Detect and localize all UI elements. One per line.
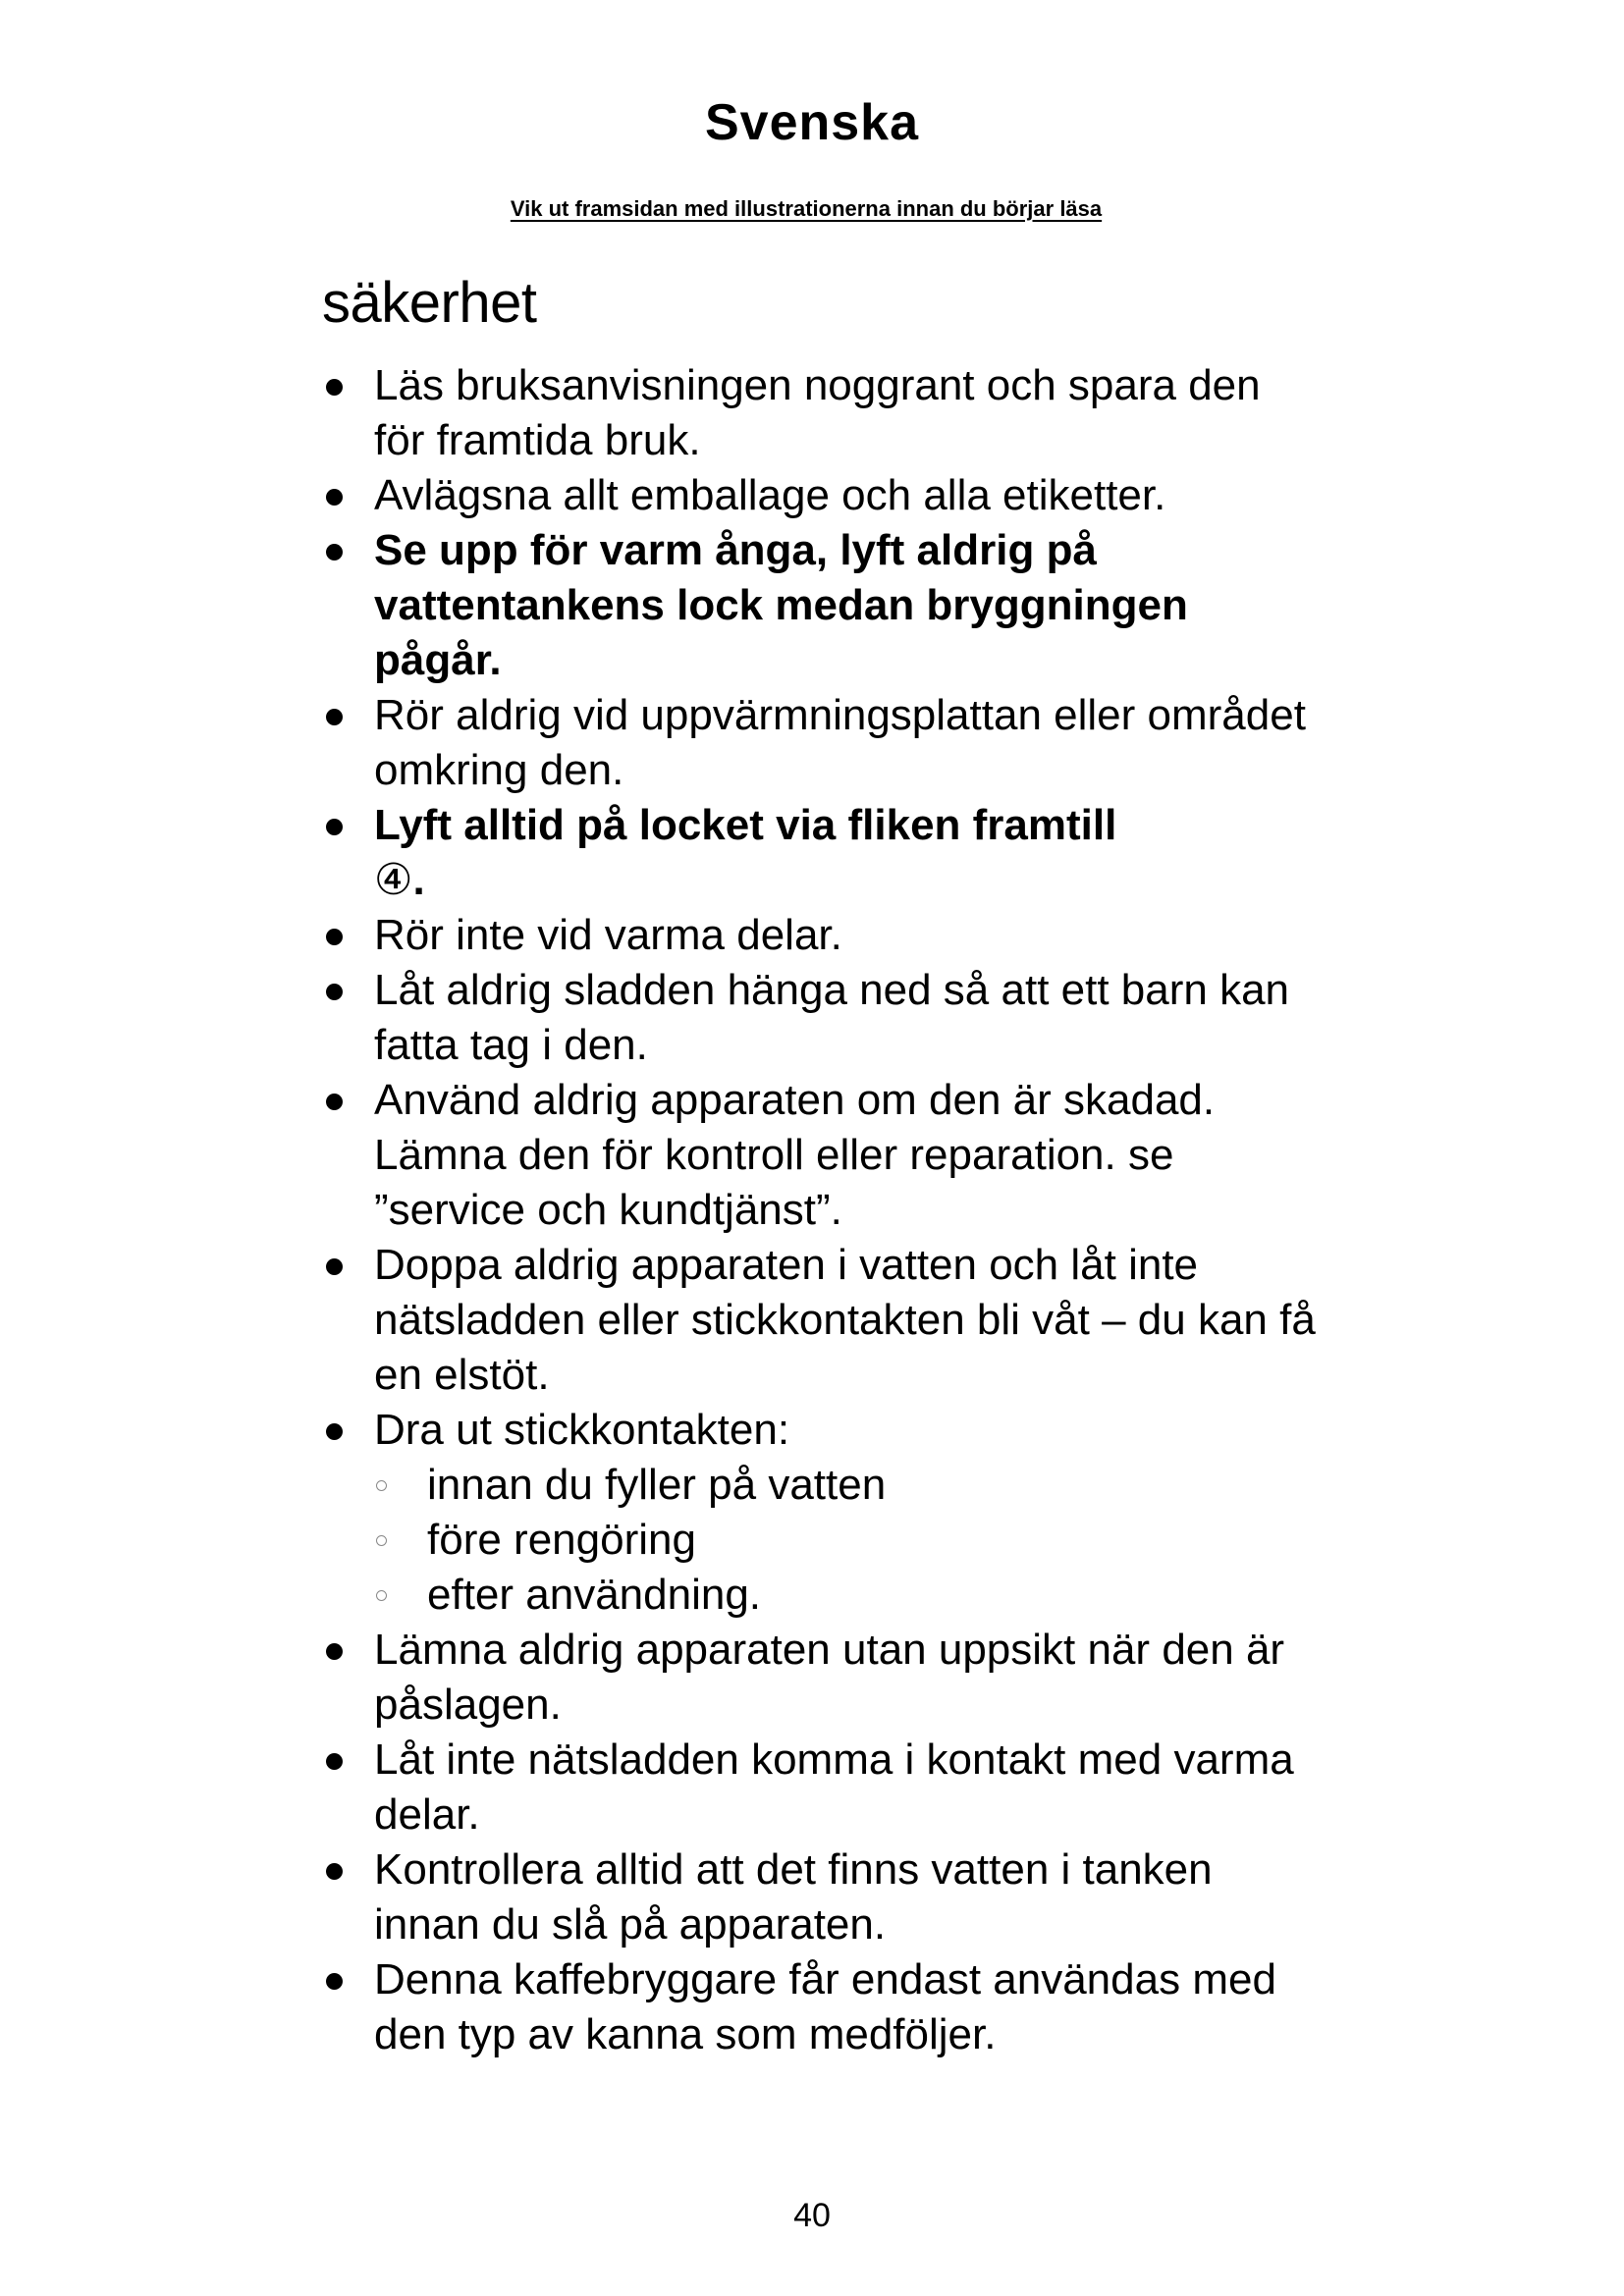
sub-list (374, 1458, 1322, 1623)
list-item-text: Använd aldrig apparaten om den är skadad. Lämna den för kontroll eller reparation. se ”service och kundtjänst”. (374, 1076, 1216, 1234)
list-item-text: Rör inte vid varma delar. (374, 911, 842, 959)
list-item (320, 523, 1322, 688)
page-title: Svenska (704, 94, 920, 151)
list-item (320, 1733, 1322, 1842)
bullet-icon (326, 1863, 343, 1880)
safety-list (320, 358, 1322, 2062)
list-item (320, 358, 1322, 468)
instruction-subtitle-text: Vik ut framsidan med illustrationerna innan du börjar läsa (510, 196, 1103, 221)
list-item (320, 1952, 1322, 2062)
sub-list-item (374, 1458, 1322, 1513)
circled-four-reference: ④ (374, 856, 413, 904)
list-item-text: Dra ut stickkontakten: (374, 1406, 790, 1454)
bullet-icon (326, 984, 343, 1000)
list-item (320, 798, 1322, 908)
list-item (320, 1073, 1322, 1238)
list-item (320, 688, 1322, 798)
bullet-icon (326, 489, 343, 506)
list-item-text: Låt aldrig sladden hänga ned så att ett barn kan fatta tag i den. (374, 966, 1290, 1069)
bullet-icon (326, 1094, 343, 1110)
bullet-icon (326, 1423, 343, 1440)
list-item-text: Doppa aldrig apparaten i vatten och låt inte nätsladden eller stickkontakten bli våt – du kan få en elstöt. (374, 1241, 1316, 1399)
bullet-icon (326, 544, 343, 561)
bullet-icon (326, 819, 343, 835)
page-number: 40 (793, 2197, 831, 2234)
list-item-text: Läs bruksanvisningen noggrant och spara den för framtida bruk. (374, 361, 1261, 464)
sub-list-item-text: innan du fyller på vatten (427, 1461, 887, 1509)
instruction-subtitle (0, 196, 1624, 222)
bullet-icon (326, 1643, 343, 1660)
list-item-text: Rör aldrig vid uppvärmningsplattan eller området omkring den. (374, 691, 1306, 794)
bullet-icon (326, 1753, 343, 1770)
sub-list-item-text: före rengöring (427, 1516, 696, 1564)
bullet-icon (326, 379, 343, 396)
sub-list-item (374, 1568, 1322, 1623)
reference-period: . (412, 856, 425, 904)
list-item (320, 1238, 1322, 1403)
list-item-text: Låt inte nätsladden komma i kontakt med varma delar. (374, 1735, 1294, 1839)
bullet-icon (326, 929, 343, 945)
hollow-bullet-icon (376, 1480, 387, 1491)
list-item-text: Denna kaffebryggare får endast användas med den typ av kanna som medföljer. (374, 1955, 1276, 2058)
sub-list-item-text: efter användning. (427, 1571, 762, 1619)
section-heading: säkerhet (322, 271, 537, 335)
bullet-icon (326, 709, 343, 725)
list-item-text: Lyft alltid på locket via fliken framtill (374, 801, 1117, 849)
list-item (320, 908, 1322, 963)
list-item (320, 468, 1322, 523)
list-item (320, 963, 1322, 1073)
bullet-icon (326, 1973, 343, 1990)
list-item (320, 1842, 1322, 1952)
list-item-text: Se upp för varm ånga, lyft aldrig på vattentankens lock medan bryggningen pågår. (374, 526, 1188, 684)
hollow-bullet-icon (376, 1535, 387, 1546)
bullet-icon (326, 1258, 343, 1275)
hollow-bullet-icon (376, 1590, 387, 1601)
list-item-text: Lämna aldrig apparaten utan uppsikt när den är påslagen. (374, 1626, 1285, 1729)
list-item (320, 1623, 1322, 1733)
list-item (320, 1403, 1322, 1623)
list-item-text: Avlägsna allt emballage och alla etiketter. (374, 471, 1166, 519)
sub-list-item (374, 1513, 1322, 1568)
list-item-text: Kontrollera alltid att det finns vatten i tanken innan du slå på apparaten. (374, 1845, 1213, 1949)
